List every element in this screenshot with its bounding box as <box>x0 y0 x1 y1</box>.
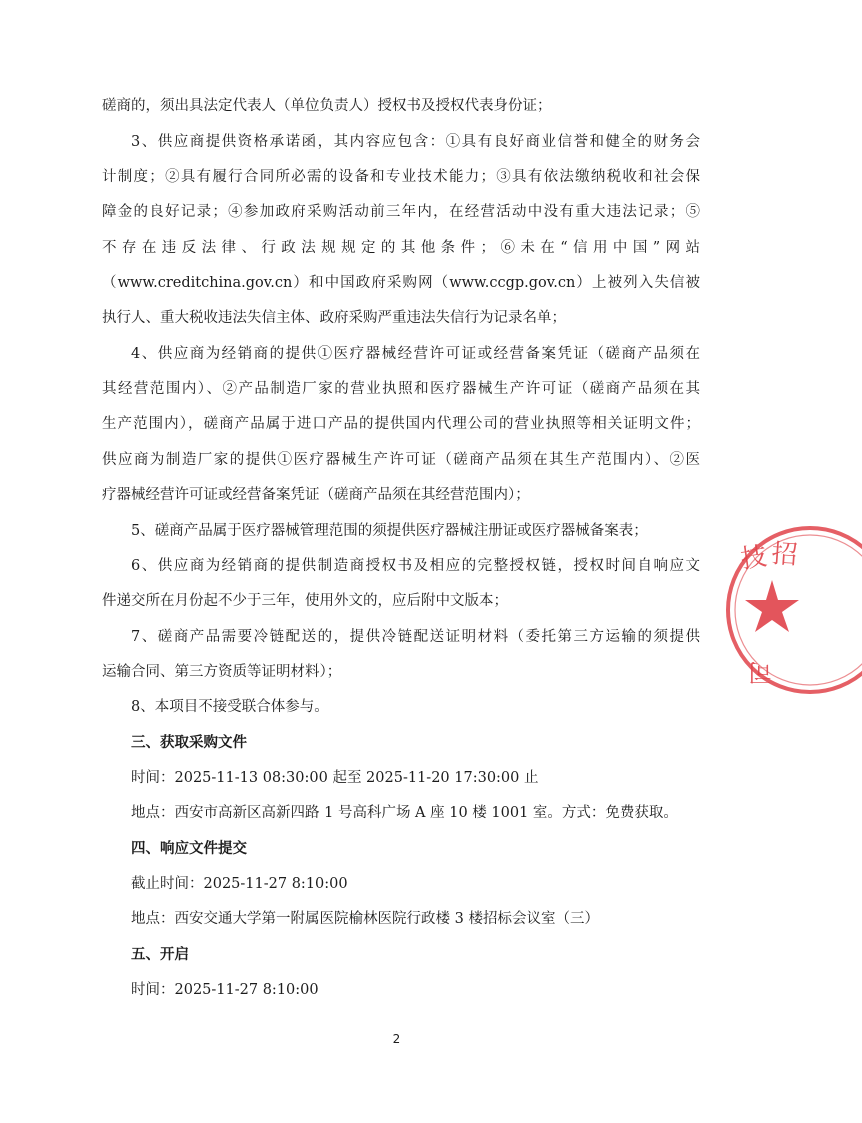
section-heading: 四、响应文件提交 <box>131 841 247 857</box>
page-number: 2 <box>392 1032 401 1046</box>
text-line: 运输合同、第三方资质等证明材料）； <box>102 664 342 680</box>
text-line: 4、供应商为经销商的提供①医疗器械经营许可证或经营备案凭证（磋商产品须在 <box>131 346 700 362</box>
stamp-star-icon <box>745 580 799 632</box>
text-line: 7、磋商产品需要冷链配送的，提供冷链配送证明材料（委托第三方运输的须提供 <box>131 629 700 645</box>
text-line: 供应商为制造厂家的提供①医疗器械生产许可证（磋商产品须在其生产范围内）、②医 <box>102 452 700 468</box>
text-line: 时间：2025-11-13 08:30:00 起至 2025-11-20 17:30:00 止 <box>131 770 539 786</box>
text-line: 5、磋商产品属于医疗器械管理范围的须提供医疗器械注册证或医疗器械备案表； <box>131 523 648 539</box>
text-line: 时间：2025-11-27 8:10:00 <box>131 982 319 998</box>
text-line: 件递交所在月份起不少于三年，使用外文的，应后附中文版本； <box>102 593 508 609</box>
text-line: 疗器械经营许可证或经营备案凭证（磋商产品须在其经营范围内）； <box>102 487 530 503</box>
text-line: 8、本项目不接受联合体参与。 <box>131 699 329 715</box>
text-line: 生产范围内），磋商产品属于进口产品的提供国内代理公司的营业执照等相关证明文件； <box>102 416 700 432</box>
text-line: 计制度；②具有履行合同所必需的设备和专业技术能力；③具有依法缴纳税收和社会保 <box>102 169 700 185</box>
text-line: 地点：西安市高新区高新四路 1 号高科广场 A 座 10 楼 1001 室。方式：免费获取。 <box>131 805 678 821</box>
text-line: 3、供应商提供资格承诺函，其内容应包含：①具有良好商业信誉和健全的财务会 <box>131 134 700 150</box>
text-line: 执行人、重大税收违法失信主体、政府采购严重违法失信行为记录名单； <box>102 310 566 326</box>
svg-text:技: 技 <box>738 541 769 575</box>
text-line: 障金的良好记录；④参加政府采购活动前三年内，在经营活动中没有重大违法记录；⑤ <box>102 204 700 220</box>
text-line: 截止时间：2025-11-27 8:10:00 <box>131 876 348 892</box>
text-line: 6、供应商为经销商的提供制造商授权书及相应的完整授权链，授权时间自响应文 <box>131 558 700 574</box>
text-line: 地点：西安交通大学第一附属医院榆林医院行政楼 3 楼招标会议室（三） <box>131 911 599 927</box>
section-heading: 三、获取采购文件 <box>131 735 247 751</box>
official-seal-stamp <box>722 528 862 698</box>
section-heading: 五、开启 <box>131 947 189 963</box>
svg-text:司: 司 <box>748 658 772 686</box>
text-line: （www.creditchina.gov.cn）和中国政府采购网（www.ccgp.gov.cn）上被列入失信被 <box>102 275 700 291</box>
text-line: 磋商的，须出具法定代表人（单位负责人）授权书及授权代表身份证； <box>102 98 552 114</box>
svg-text:招: 招 <box>770 539 799 571</box>
text-line: 不存在违反法律、行政法规规定的其他条件；⑥未在“信用中国”网站 <box>102 240 700 256</box>
text-line: 其经营范围内）、②产品制造厂家的营业执照和医疗器械生产许可证（磋商产品须在其 <box>102 381 700 397</box>
